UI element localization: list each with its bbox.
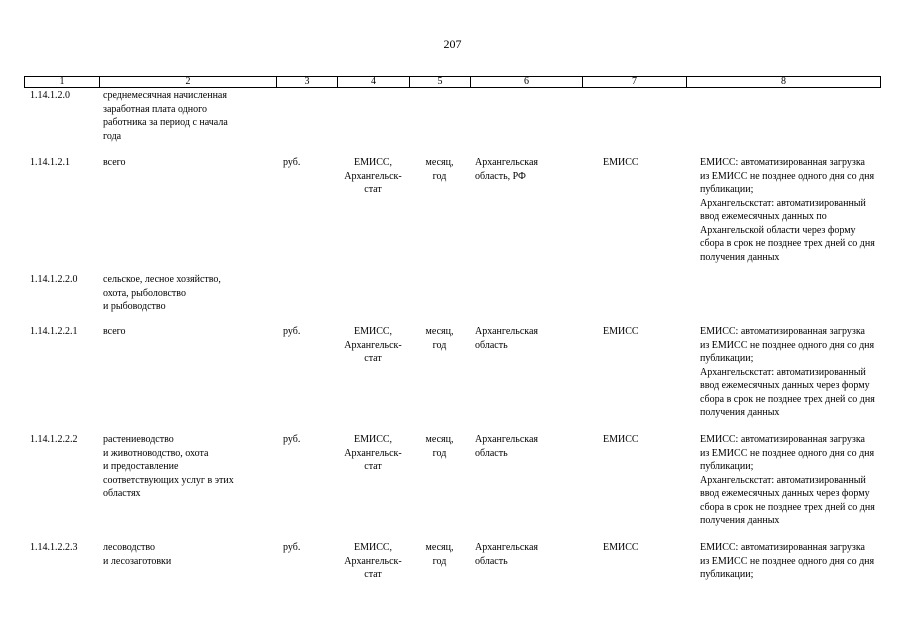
table-row (24, 325, 881, 433)
territory-level: Архангельская область (475, 434, 539, 459)
header-col-3: 3 (277, 77, 338, 87)
indicator-name: сельское, лесное хозяйство, охота, рыболовство и рыбоводство (103, 274, 221, 312)
data-source: ЕМИСС, Архангельск- стат (344, 157, 402, 195)
header-col-8: 8 (781, 76, 786, 87)
header-col-5: 5 (410, 77, 471, 87)
indicator-code: 1.14.1.2.2.0 (30, 274, 78, 285)
unit: руб. (283, 542, 301, 553)
source-system: ЕМИСС (603, 326, 639, 337)
periodicity (409, 273, 470, 325)
unit (276, 89, 337, 156)
periodicity: месяц, год (425, 542, 454, 567)
unit: руб. (283, 326, 301, 337)
periodicity: месяц, год (425, 434, 454, 459)
indicator-name: всего (103, 326, 126, 337)
territory-level: Архангельская область (475, 326, 539, 351)
indicator-name: среднемесячная начисленная заработная плата одного работника за период с начала года (103, 90, 228, 142)
data-source (337, 273, 409, 325)
table-row (24, 273, 881, 325)
indicator-name: всего (103, 157, 126, 168)
data-source: ЕМИСС, Архангельск- стат (344, 542, 402, 580)
header-col-7: 7 (583, 77, 687, 87)
page-number: 207 (443, 37, 462, 51)
table-header (24, 76, 881, 88)
indicator-code: 1.14.1.2.0 (30, 90, 70, 101)
data-source (337, 89, 409, 156)
header-col-1: 1 (25, 77, 100, 87)
indicator-code: 1.14.1.2.2.2 (30, 434, 78, 445)
table-row (24, 433, 881, 541)
collection-method: ЕМИСС: автоматизированная загрузка из ЕМИСС не позднее одного дня со дня публикации; Архангельскстат: автоматизированный ввод ежемесячных данных через форму сбора в срок не позднее трех дней со дня получения данных (700, 326, 875, 418)
source-system (582, 273, 686, 325)
table-body (24, 89, 881, 601)
periodicity (409, 89, 470, 156)
header-col-6: 6 (471, 77, 583, 87)
data-source: ЕМИСС, Архангельск- стат (344, 326, 402, 364)
indicator-code: 1.14.1.2.1 (30, 157, 70, 168)
territory-level: Архангельская область, РФ (475, 157, 539, 182)
territory-level: Архангельская область (475, 542, 539, 567)
indicator-code: 1.14.1.2.2.3 (30, 542, 78, 553)
header-col-2: 2 (100, 77, 277, 87)
source-system: ЕМИСС (603, 434, 639, 445)
unit (276, 273, 337, 325)
header-col-4: 4 (338, 77, 410, 87)
data-source: ЕМИСС, Архангельск- стат (344, 434, 402, 472)
table-row (24, 156, 881, 273)
collection-method: ЕМИСС: автоматизированная загрузка из ЕМИСС не позднее одного дня со дня публикации; Архангельскстат: автоматизированный ввод ежемесячных данных по Архангельской области через форму сбора в срок не позднее трех дней со дня получения данных (700, 157, 875, 263)
territory-level (470, 273, 582, 325)
source-system (582, 89, 686, 156)
periodicity: месяц, год (425, 157, 454, 182)
collection-method (686, 89, 881, 156)
table-row (24, 541, 881, 601)
periodicity: месяц, год (425, 326, 454, 351)
source-system: ЕМИСС (603, 542, 639, 553)
indicator-code: 1.14.1.2.2.1 (30, 326, 78, 337)
collection-method: ЕМИСС: автоматизированная загрузка из ЕМИСС не позднее одного дня со дня публикации; Архангельскстат: автоматизированный ввод ежемесячных данных через форму сбора в срок не позднее трех дней со дня получения данных (700, 434, 875, 526)
collection-method (686, 273, 881, 325)
table-row (24, 89, 881, 156)
territory-level (470, 89, 582, 156)
indicator-name: лесоводство и лесозаготовки (103, 542, 172, 567)
collection-method: ЕМИСС: автоматизированная загрузка из ЕМИСС не позднее одного дня со дня публикации; (700, 542, 875, 580)
indicator-name: растениеводство и животноводство, охота и предоставление соответствующих услуг в этих областях (103, 434, 234, 499)
unit: руб. (283, 157, 301, 168)
source-system: ЕМИСС (603, 157, 639, 168)
unit: руб. (283, 434, 301, 445)
